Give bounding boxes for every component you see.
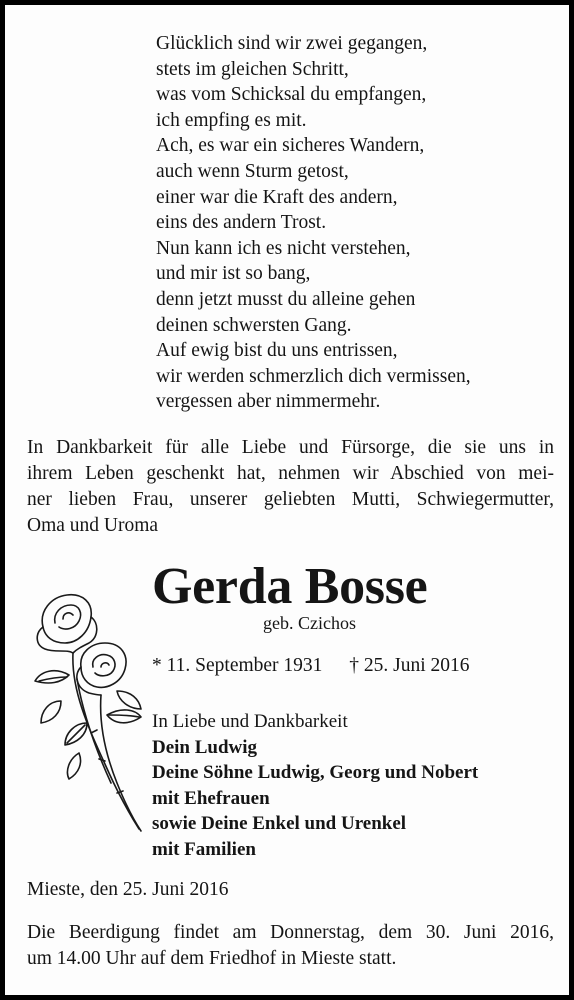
poem-line: Nun kann ich es nicht verstehen, <box>156 237 411 259</box>
mourner-line: mit Familien <box>152 838 256 860</box>
intro-line: In Dankbarkeit für alle Liebe und Fürsorge, die sie uns in <box>27 437 554 458</box>
intro-line: Oma und Uroma <box>27 515 159 536</box>
poem-line: wir werden schmerzlich dich vermissen, <box>156 365 471 387</box>
mourners-lead: In Liebe und Dankbarkeit <box>152 711 348 732</box>
poem-line: stets im gleichen Schritt, <box>156 58 349 80</box>
maiden-name: geb. Czichos <box>263 613 356 633</box>
intro-line: ihrem Leben geschenkt hat, nehmen wir Abschied von mei- <box>27 463 554 484</box>
poem-line: eins des andern Trost. <box>156 212 327 234</box>
intro-paragraph <box>27 435 554 539</box>
poem-line: auch wenn Sturm getost, <box>156 160 349 182</box>
place-date: Mieste, den 25. Juni 2016 <box>27 879 229 900</box>
poem-line: was vom Schicksal du empfangen, <box>156 84 427 106</box>
poem-line: Glücklich sind wir zwei gegangen, <box>156 33 428 54</box>
poem-line: deinen schwersten Gang. <box>156 314 352 336</box>
mourner-line: sowie Deine Enkel und Urenkel <box>152 813 407 834</box>
mourners-block <box>152 709 478 862</box>
poem-line: ich empfing es mit. <box>156 109 307 131</box>
death-date: † 25. Juni 2016 <box>349 655 470 676</box>
mourner-line: Deine Söhne Ludwig, Georg und Nobert <box>152 762 479 783</box>
funeral-line: Die Beerdigung findet am Donnerstag, dem 30. Juni 2016, <box>27 922 554 943</box>
mourner-line: Dein Ludwig <box>152 736 258 758</box>
deceased-name: Gerda Bosse <box>152 558 428 615</box>
rose-icon <box>21 583 153 835</box>
poem-line: Auf ewig bist du uns entrissen, <box>156 340 398 362</box>
poem-line: einer war die Kraft des andern, <box>156 186 398 208</box>
poem <box>156 31 471 415</box>
obituary-notice <box>5 5 569 995</box>
poem-line: Ach, es war ein sicheres Wandern, <box>156 135 425 157</box>
birth-date: * 11. September 1931 <box>152 655 323 676</box>
intro-line: ner lieben Frau, unserer geliebten Mutti, Schwiegermutter, <box>27 489 554 510</box>
life-dates <box>152 655 470 677</box>
funeral-notice <box>27 920 554 971</box>
poem-line: und mir ist so bang, <box>156 263 311 285</box>
poem-line: vergessen aber nimmermehr. <box>156 391 381 413</box>
funeral-line: um 14.00 Uhr auf dem Friedhof in Mieste statt. <box>27 947 397 969</box>
mourner-line: mit Ehefrauen <box>152 787 270 809</box>
poem-line: denn jetzt musst du alleine gehen <box>156 288 416 310</box>
